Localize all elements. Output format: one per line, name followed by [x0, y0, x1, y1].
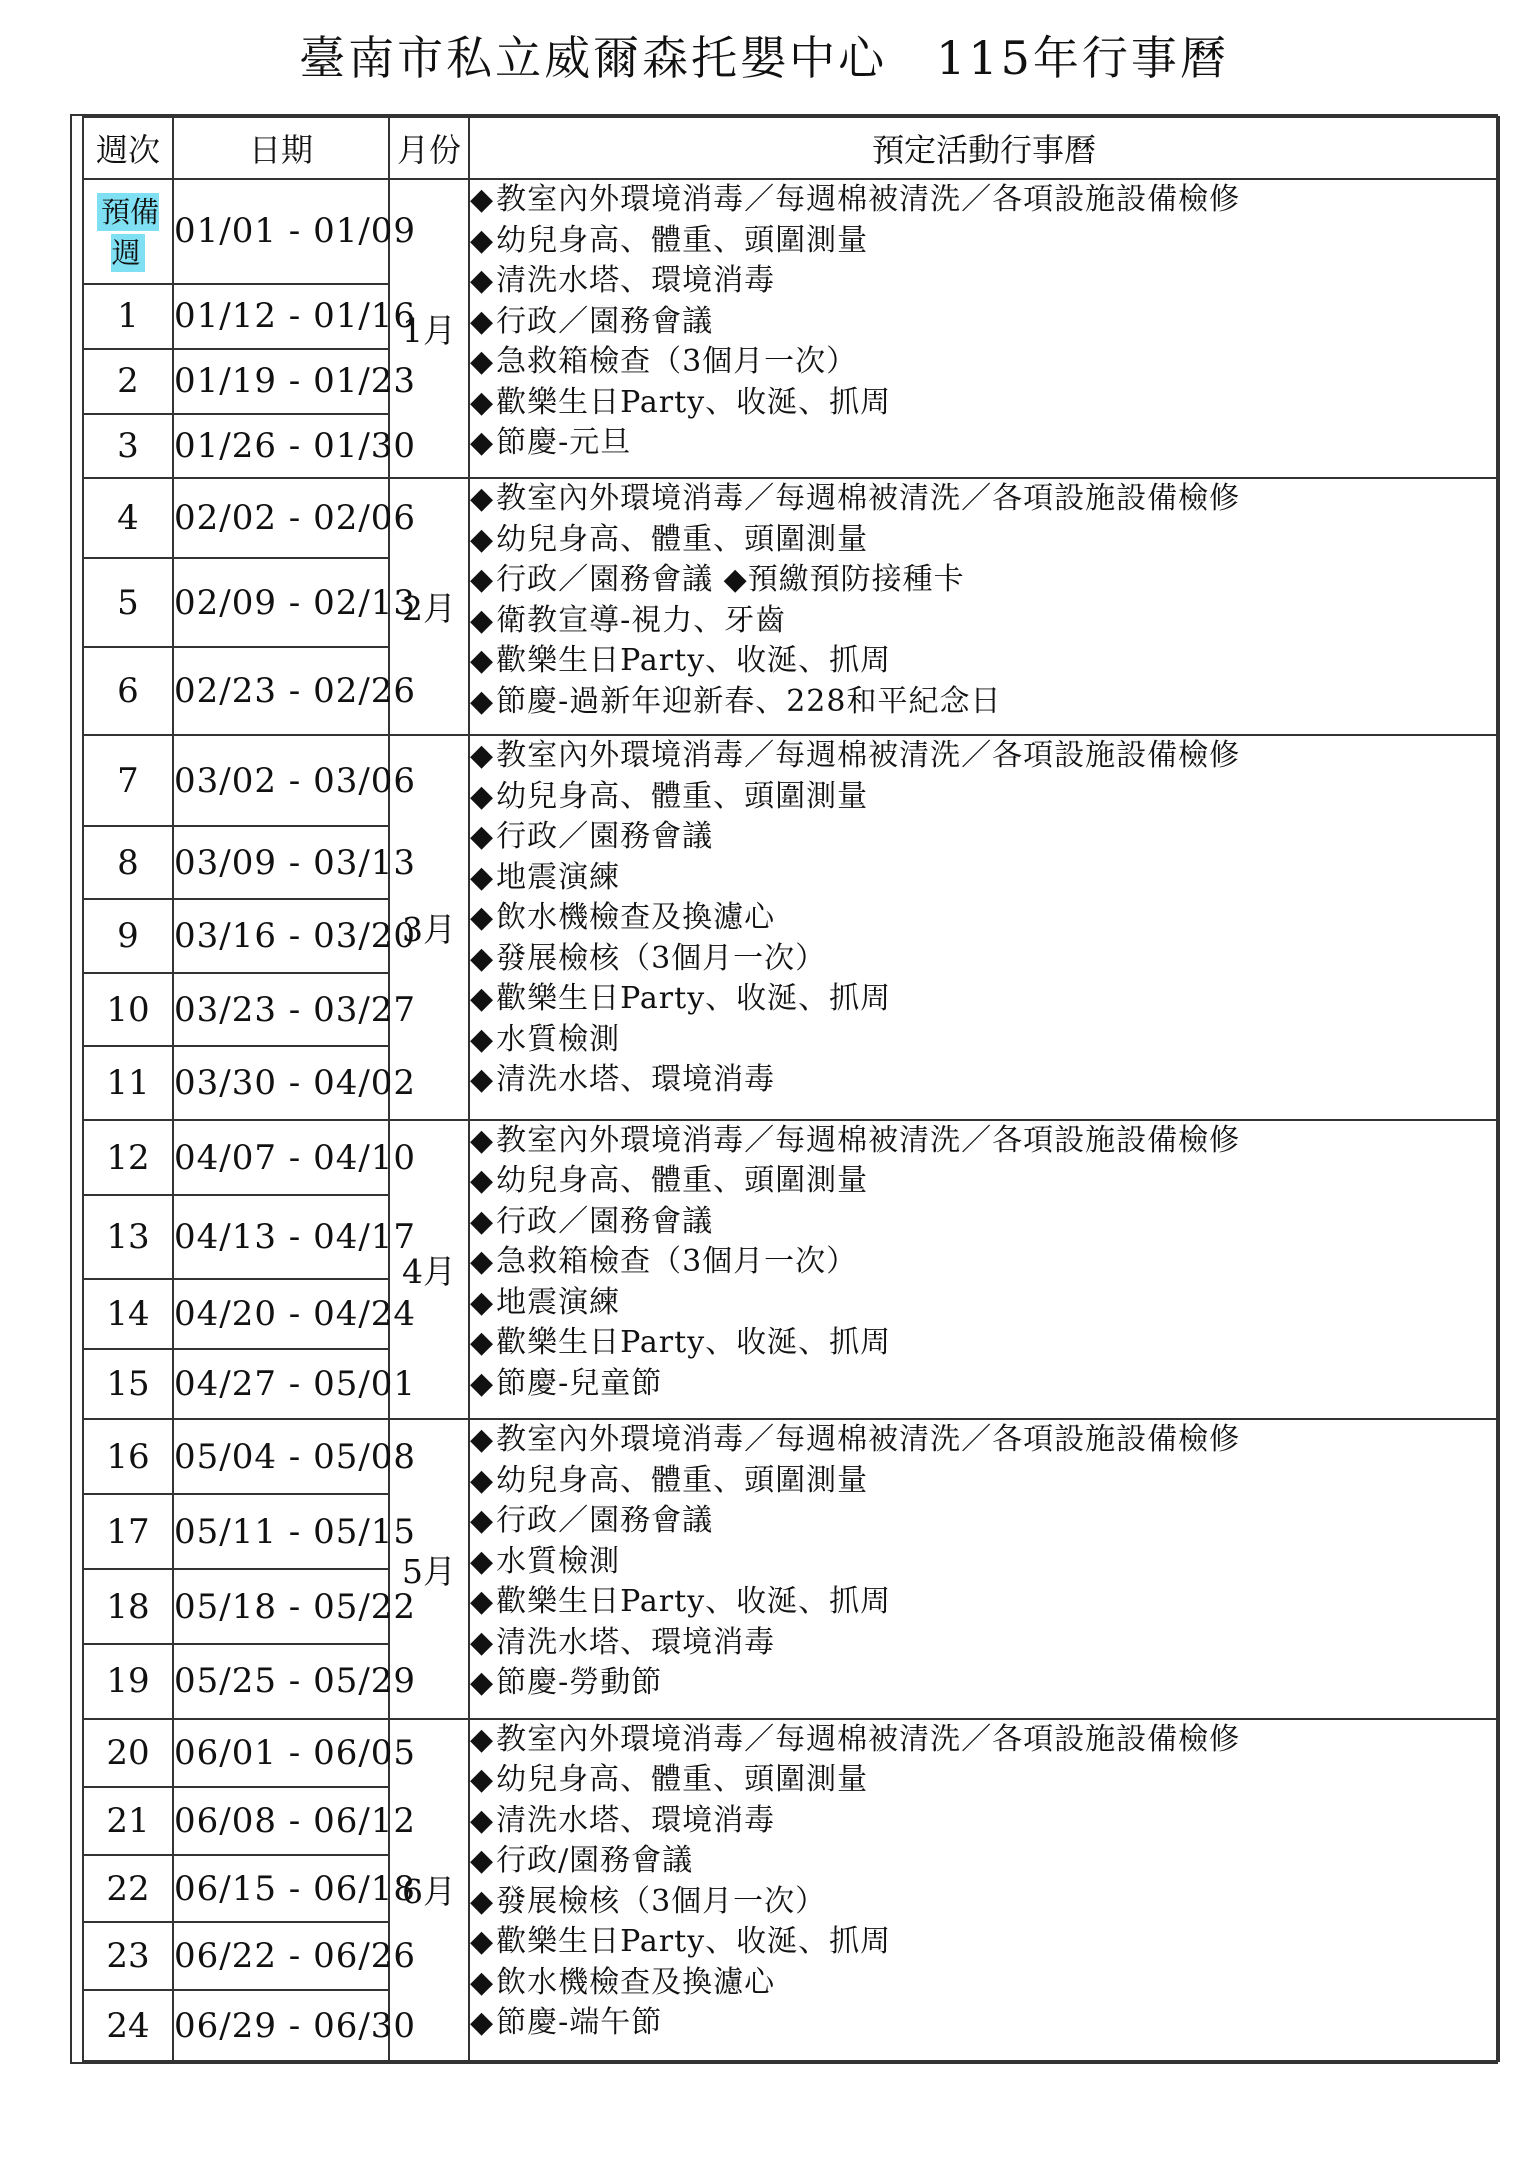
activity-text: 歡樂生日Party、收涎、抓周 — [496, 384, 892, 420]
activity-item — [470, 817, 1498, 858]
date-range-cell: 01/19 - 01/23 — [173, 349, 389, 414]
diamond-bullet-icon: ◆ — [470, 738, 495, 774]
diamond-bullet-icon: ◆ — [470, 1883, 495, 1919]
activity-text: 清洗水塔、環境消毒 — [496, 263, 776, 298]
activity-item — [470, 1420, 1498, 1461]
activity-text: 行政／園務會議 — [496, 1203, 714, 1239]
activities-cell — [469, 1120, 1499, 1419]
activity-text: 歡樂生日Party、收涎、抓周 — [496, 1584, 892, 1620]
activity-text: 地震演練 — [496, 859, 621, 895]
diamond-bullet-icon: ◆ — [470, 384, 495, 420]
week-cell — [83, 1644, 173, 1719]
week-number: 15 — [106, 1364, 150, 1405]
activity-item — [470, 1461, 1498, 1502]
diamond-bullet-icon: ◆ — [470, 481, 495, 517]
week-number: 20 — [106, 1732, 150, 1773]
activity-item — [470, 1841, 1498, 1882]
table-row — [83, 1120, 1499, 1196]
month-cell: 2月 — [389, 478, 469, 735]
activity-text: 節慶-兒童節 — [496, 1365, 663, 1401]
diamond-bullet-icon: ◆ — [470, 1762, 495, 1798]
diamond-bullet-icon: ◆ — [470, 1665, 495, 1701]
activity-text: 節慶-勞動節 — [496, 1665, 663, 1701]
activity-item — [470, 479, 1498, 520]
week-cell — [83, 1349, 173, 1419]
activity-text: 急救箱檢查（3個月一次） — [496, 344, 858, 379]
activity-item — [470, 1283, 1498, 1324]
activity-text: 飲水機檢查及換濾心 — [496, 900, 776, 936]
week-cell — [83, 1990, 173, 2061]
diamond-bullet-icon: ◆ — [470, 1021, 495, 1057]
week-cell — [83, 558, 173, 647]
diamond-bullet-icon: ◆ — [470, 1284, 495, 1320]
week-cell — [83, 414, 173, 479]
date-range-cell: 06/29 - 06/30 — [173, 1990, 389, 2061]
month-cell: 4月 — [389, 1120, 469, 1419]
month-cell: 3月 — [389, 735, 469, 1119]
activity-text: 行政／園務會議 — [496, 303, 714, 339]
activity-text: 幼兒身高、體重、頭圍測量 — [496, 1762, 869, 1798]
activity-item — [470, 601, 1498, 642]
diamond-bullet-icon: ◆ — [470, 222, 495, 258]
date-range-cell: 04/13 - 04/17 — [173, 1195, 389, 1279]
diamond-bullet-icon: ◆ — [470, 683, 495, 719]
date-range-cell: 06/01 - 06/05 — [173, 1719, 389, 1787]
date-range-cell: 05/11 - 05/15 — [173, 1494, 389, 1569]
date-range-cell: 05/25 - 05/29 — [173, 1644, 389, 1719]
activity-text: 教室內外環境消毒／每週棉被清洗／各項設施設備檢修 — [496, 1422, 1241, 1458]
week-cell — [83, 1046, 173, 1120]
week-cell — [83, 1494, 173, 1569]
date-range-cell: 04/20 - 04/24 — [173, 1279, 389, 1349]
activity-text: 幼兒身高、體重、頭圍測量 — [496, 1163, 869, 1199]
activity-item — [470, 383, 1498, 424]
activity-item — [470, 1364, 1498, 1405]
diamond-bullet-icon: ◆ — [470, 1584, 495, 1620]
activity-text: 行政/園務會議 — [496, 1843, 694, 1879]
header-date: 日期 — [173, 117, 389, 179]
date-range-cell: 03/23 - 03/27 — [173, 973, 389, 1046]
activity-item — [470, 1501, 1498, 1542]
week-cell — [83, 1855, 173, 1923]
calendar-table — [82, 116, 1500, 2062]
week-number: 11 — [106, 1063, 150, 1104]
diamond-bullet-icon: ◆ — [470, 859, 495, 895]
date-range-cell: 04/27 - 05/01 — [173, 1349, 389, 1419]
week-number: 9 — [117, 916, 139, 957]
activity-text: 幼兒身高、體重、頭圍測量 — [496, 521, 869, 557]
diamond-bullet-icon: ◆ — [470, 1062, 495, 1098]
activity-text: 節慶-元旦 — [496, 425, 632, 460]
week-number: 2 — [117, 361, 139, 402]
header-activities: 預定活動行事曆 — [469, 117, 1499, 179]
activity-text: 清洗水塔、環境消毒 — [496, 1062, 776, 1098]
week-cell — [83, 647, 173, 736]
activity-text: 地震演練 — [496, 1284, 621, 1320]
activity-text: 清洗水塔、環境消毒 — [496, 1802, 776, 1838]
diamond-bullet-icon: ◆ — [470, 1462, 495, 1498]
date-range-cell: 01/12 - 01/16 — [173, 284, 389, 349]
activity-text: 節慶-端午節 — [496, 2005, 663, 2041]
week-number: 1 — [117, 296, 139, 337]
activity-item — [470, 1020, 1498, 1061]
week-number: 5 — [117, 582, 139, 623]
diamond-bullet-icon: ◆ — [470, 900, 495, 936]
activity-text: 行政／園務會議 — [496, 1503, 714, 1539]
diamond-bullet-icon: ◆ — [470, 344, 495, 379]
week-number: 10 — [106, 989, 150, 1030]
activity-item — [470, 682, 1498, 723]
activity-text: 清洗水塔、環境消毒 — [496, 1624, 776, 1660]
activity-text: 水質檢測 — [496, 1021, 621, 1057]
date-range-cell: 01/26 - 01/30 — [173, 414, 389, 479]
activity-text: 飲水機檢查及換濾心 — [496, 1964, 776, 2000]
activity-item — [470, 261, 1498, 302]
week-cell — [83, 1419, 173, 1494]
week-cell — [83, 284, 173, 349]
diamond-bullet-icon: ◆ — [470, 303, 495, 339]
activity-item — [470, 520, 1498, 561]
diamond-bullet-icon: ◆ — [470, 1924, 495, 1960]
activity-text: 歡樂生日Party、收涎、抓周 — [496, 1325, 892, 1361]
activity-text: 行政／園務會議 ◆預繳預防接種卡 — [496, 562, 965, 598]
activity-item — [470, 1242, 1498, 1283]
activity-text: 衛教宣導-視力、牙齒 — [496, 602, 787, 638]
date-range-cell: 03/30 - 04/02 — [173, 1046, 389, 1120]
week-number: 8 — [117, 842, 139, 883]
highlighted-week-label: 預備週 — [97, 193, 159, 272]
table-row — [83, 1719, 1499, 1787]
activities-cell — [469, 478, 1499, 735]
activity-text: 歡樂生日Party、收涎、抓周 — [496, 643, 892, 679]
date-range-cell: 06/15 - 06/18 — [173, 1855, 389, 1923]
activity-item — [470, 1623, 1498, 1664]
diamond-bullet-icon: ◆ — [470, 1543, 495, 1579]
diamond-bullet-icon: ◆ — [470, 940, 495, 976]
diamond-bullet-icon: ◆ — [470, 602, 495, 638]
activity-item — [470, 1060, 1498, 1101]
diamond-bullet-icon: ◆ — [470, 1721, 495, 1757]
week-number: 4 — [117, 498, 139, 539]
table-row — [83, 1419, 1499, 1494]
diamond-bullet-icon: ◆ — [470, 1843, 495, 1879]
activity-item — [470, 1882, 1498, 1923]
activity-item — [470, 221, 1498, 262]
table-row — [83, 179, 1499, 284]
diamond-bullet-icon: ◆ — [470, 1964, 495, 2000]
activity-text: 教室內外環境消毒／每週棉被清洗／各項設施設備檢修 — [496, 182, 1241, 217]
activity-item — [470, 1963, 1498, 2004]
diamond-bullet-icon: ◆ — [470, 521, 495, 557]
date-range-cell: 03/09 - 03/13 — [173, 826, 389, 899]
activity-item — [470, 979, 1498, 1020]
activity-item — [470, 1720, 1498, 1761]
calendar-sheet — [70, 114, 1498, 2064]
diamond-bullet-icon: ◆ — [470, 1365, 495, 1401]
activity-item — [470, 1542, 1498, 1583]
diamond-bullet-icon: ◆ — [470, 1203, 495, 1239]
activity-item — [470, 1121, 1498, 1162]
activity-item — [470, 302, 1498, 343]
diamond-bullet-icon: ◆ — [470, 1163, 495, 1199]
activities-cell — [469, 735, 1499, 1119]
week-number: 24 — [106, 2005, 150, 2046]
date-range-cell: 02/02 - 02/06 — [173, 478, 389, 558]
activity-item — [470, 1801, 1498, 1842]
diamond-bullet-icon: ◆ — [470, 1325, 495, 1361]
week-cell — [83, 1922, 173, 1990]
week-cell — [83, 478, 173, 558]
week-number: 12 — [106, 1137, 150, 1178]
activity-item — [470, 777, 1498, 818]
activity-item — [470, 1323, 1498, 1364]
activity-item — [470, 2003, 1498, 2044]
month-cell: 1月 — [389, 179, 469, 478]
date-range-cell: 06/08 - 06/12 — [173, 1787, 389, 1855]
week-cell — [83, 349, 173, 414]
week-cell — [83, 735, 173, 825]
activity-item — [470, 939, 1498, 980]
week-number: 14 — [106, 1294, 150, 1335]
date-range-cell: 05/18 - 05/22 — [173, 1569, 389, 1644]
week-number: 3 — [117, 426, 139, 467]
header-month: 月份 — [389, 117, 469, 179]
table-row — [83, 735, 1499, 825]
week-cell — [83, 1120, 173, 1196]
activity-item — [470, 1922, 1498, 1963]
diamond-bullet-icon: ◆ — [470, 425, 495, 460]
month-cell: 6月 — [389, 1719, 469, 2061]
activity-text: 發展檢核（3個月一次） — [496, 1883, 827, 1919]
week-number: 17 — [106, 1511, 150, 1552]
diamond-bullet-icon: ◆ — [470, 1802, 495, 1838]
activity-text: 歡樂生日Party、收涎、抓周 — [496, 1924, 892, 1960]
month-cell: 5月 — [389, 1419, 469, 1719]
diamond-bullet-icon: ◆ — [470, 1422, 495, 1458]
activity-text: 行政／園務會議 — [496, 819, 714, 855]
week-number: 16 — [106, 1436, 150, 1477]
date-range-cell: 01/01 - 01/09 — [173, 179, 389, 284]
week-number: 7 — [117, 760, 139, 801]
activity-text: 歡樂生日Party、收涎、抓周 — [496, 981, 892, 1017]
activity-text: 發展檢核（3個月一次） — [496, 940, 827, 976]
week-number: 21 — [106, 1800, 150, 1841]
activities-cell — [469, 179, 1499, 478]
date-range-cell: 05/04 - 05/08 — [173, 1419, 389, 1494]
diamond-bullet-icon: ◆ — [470, 643, 495, 679]
diamond-bullet-icon: ◆ — [470, 263, 495, 298]
activities-cell — [469, 1719, 1499, 2061]
week-cell — [83, 826, 173, 899]
date-range-cell: 06/22 - 06/26 — [173, 1922, 389, 1990]
diamond-bullet-icon: ◆ — [470, 2005, 495, 2041]
diamond-bullet-icon: ◆ — [470, 1122, 495, 1158]
table-header-row — [83, 117, 1499, 179]
diamond-bullet-icon: ◆ — [470, 981, 495, 1017]
activity-text: 水質檢測 — [496, 1543, 621, 1579]
activity-text: 教室內外環境消毒／每週棉被清洗／各項設施設備檢修 — [496, 481, 1241, 517]
activity-text: 幼兒身高、體重、頭圍測量 — [496, 778, 869, 814]
week-number: 23 — [106, 1936, 150, 1977]
page-title: 臺南市私立威爾森托嬰中心 115年行事曆 — [299, 31, 1229, 85]
activity-item — [470, 180, 1498, 221]
diamond-bullet-icon: ◆ — [470, 778, 495, 814]
week-number: 22 — [106, 1868, 150, 1909]
activities-cell — [469, 1419, 1499, 1719]
activity-item — [470, 560, 1498, 601]
date-range-cell: 02/09 - 02/13 — [173, 558, 389, 647]
calendar-body — [83, 179, 1499, 2061]
activity-text: 教室內外環境消毒／每週棉被清洗／各項設施設備檢修 — [496, 738, 1241, 774]
activity-item — [470, 858, 1498, 899]
activity-item — [470, 898, 1498, 939]
activity-text: 幼兒身高、體重、頭圍測量 — [496, 222, 869, 258]
activity-text: 教室內外環境消毒／每週棉被清洗／各項設施設備檢修 — [496, 1122, 1241, 1158]
date-range-cell: 02/23 - 02/26 — [173, 647, 389, 736]
week-cell — [83, 1279, 173, 1349]
week-number: 18 — [106, 1586, 150, 1627]
header-week: 週次 — [83, 117, 173, 179]
week-number: 19 — [106, 1661, 150, 1702]
activity-item — [470, 342, 1498, 383]
activity-item — [470, 641, 1498, 682]
activity-text: 幼兒身高、體重、頭圍測量 — [496, 1462, 869, 1498]
activity-text: 教室內外環境消毒／每週棉被清洗／各項設施設備檢修 — [496, 1721, 1241, 1757]
date-range-cell: 04/07 - 04/10 — [173, 1120, 389, 1196]
week-cell — [83, 1195, 173, 1279]
activity-text: 節慶-過新年迎新春、228和平紀念日 — [496, 683, 1002, 719]
table-row — [83, 478, 1499, 558]
date-range-cell: 03/02 - 03/06 — [173, 735, 389, 825]
week-cell — [83, 973, 173, 1046]
activity-item — [470, 736, 1498, 777]
diamond-bullet-icon: ◆ — [470, 1244, 495, 1280]
week-number: 6 — [117, 671, 139, 712]
diamond-bullet-icon: ◆ — [470, 1624, 495, 1660]
activity-item — [470, 1582, 1498, 1623]
week-cell — [83, 899, 173, 972]
date-range-cell: 03/16 - 03/20 — [173, 899, 389, 972]
week-cell — [83, 179, 173, 284]
diamond-bullet-icon: ◆ — [470, 1503, 495, 1539]
activity-item — [470, 1760, 1498, 1801]
activity-item — [470, 1202, 1498, 1243]
diamond-bullet-icon: ◆ — [470, 182, 495, 217]
activity-item — [470, 1161, 1498, 1202]
activity-text: 急救箱檢查（3個月一次） — [496, 1244, 858, 1280]
diamond-bullet-icon: ◆ — [470, 819, 495, 855]
activity-item — [470, 1663, 1498, 1704]
week-cell — [83, 1787, 173, 1855]
week-number: 13 — [106, 1217, 150, 1258]
activity-item — [470, 423, 1498, 464]
diamond-bullet-icon: ◆ — [470, 562, 495, 598]
week-cell — [83, 1569, 173, 1644]
week-cell — [83, 1719, 173, 1787]
